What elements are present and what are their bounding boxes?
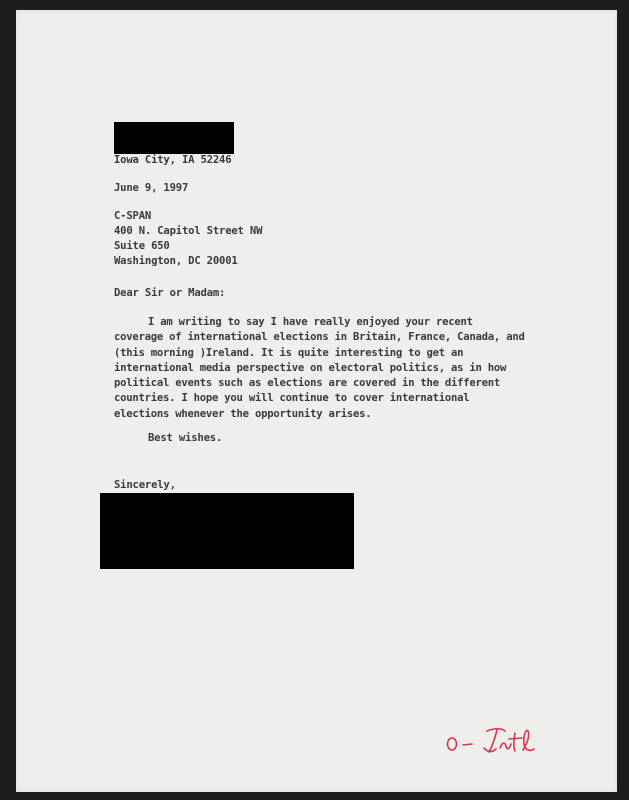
body-line: international media perspective on electoral politics, as in how [114,361,507,374]
recipient-line: Washington, DC 20001 [114,255,238,267]
signoff: Sincerely, [114,479,176,491]
body-line: I am writing to say I have really enjoyed your recent [148,316,473,328]
letter-date: June 9, 1997 [114,182,189,194]
body-line: (this morning )Ireland. It is quite interesting to get an [114,346,464,359]
body-line: countries. I hope you will continue to cover international [114,392,470,405]
body-line: coverage of international elections in Britain, France, Canada, and [114,331,525,344]
body-line: elections whenever the opportunity arises. [114,407,372,420]
recipient-line: C-SPAN [114,210,152,222]
closing-wish: Best wishes. [148,432,223,444]
recipient-line: 400 N. Capitol Street NW [114,225,263,237]
salutation: Dear Sir or Madam: [114,287,226,299]
body-line: political events such as elections are covered in the different [114,377,501,390]
sender-city: Iowa City, IA 52246 [114,154,232,166]
recipient-line: Suite 650 [114,240,170,252]
